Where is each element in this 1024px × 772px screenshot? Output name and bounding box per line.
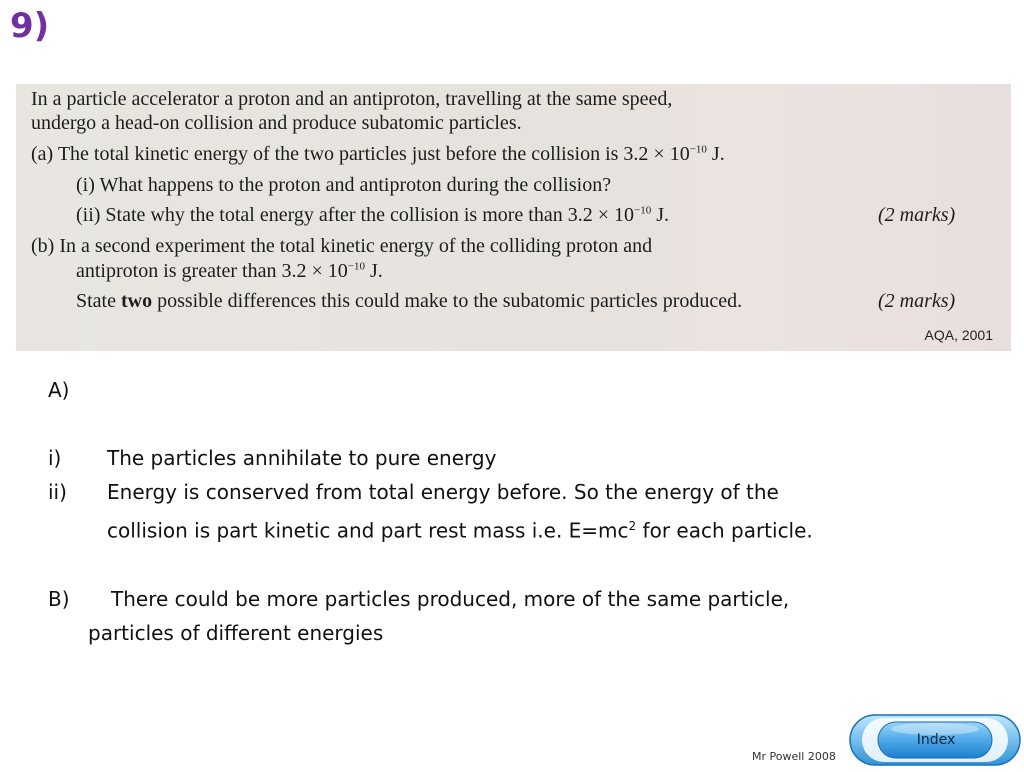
answer-text: There could be more particles produced, more of the same particle, (111, 586, 790, 611)
question-line-text: undergo a head-on collision and produce subatomic particles. (31, 112, 522, 134)
answer-i (48, 441, 948, 475)
answer-b-continued (48, 616, 948, 650)
question-line (76, 290, 742, 313)
answer-ii-continued (48, 509, 948, 548)
answer-ii (48, 475, 948, 509)
question-line-text: In a particle accelerator a proton and an antiproton, travelling at the same speed, (31, 88, 673, 110)
source-label: AQA, 2001 (924, 327, 993, 343)
question-line-text: J. (706, 143, 725, 165)
exponent: −10 (634, 204, 652, 217)
answer-number: i) (48, 446, 62, 470)
question-part-a (31, 143, 725, 166)
question-line-text: (a) The total kinetic energy of the two particles just before the collision is 3.2 × 10 (31, 143, 690, 165)
marks-label: (2 marks) (878, 290, 956, 312)
exponent: 2 (628, 519, 637, 533)
answer-text: The particles annihilate to pure energy (107, 446, 497, 470)
question-line (31, 112, 522, 135)
answer-label: B) (48, 586, 70, 611)
exponent: −10 (347, 260, 365, 273)
question-line-text: (ii) State why the total energy after the collision is more than 3.2 × 10 (76, 204, 634, 226)
question-line-text: (i) What happens to the proton and antiproton during the collision? (76, 174, 612, 196)
question-line-text: J. (365, 260, 383, 282)
author-credit: Mr Powell 2008 (752, 750, 836, 763)
question-line-text: (b) In a second experiment the total kinetic energy of the colliding proton and (31, 235, 653, 257)
question-line-text: antiproton is greater than 3.2 × 10 (76, 260, 348, 282)
slide-title: 9) (10, 6, 50, 46)
answer-number: ii) (48, 480, 67, 504)
question-line (31, 88, 672, 111)
answer-text: Energy is conserved from total energy before. So the energy of the (107, 480, 779, 504)
question-part-b (31, 235, 652, 258)
bleed-through-texture (731, 94, 991, 113)
spacer (48, 548, 948, 582)
index-button-label: Index (916, 732, 956, 748)
answer-a-heading (48, 373, 948, 407)
answers (48, 373, 948, 650)
question-part-a-i (76, 174, 611, 197)
answer-text: for each particle. (636, 518, 813, 543)
emphasis-text: two (121, 290, 153, 312)
spacer (48, 407, 948, 441)
question-line (76, 260, 383, 283)
answer-b (48, 582, 948, 616)
answer-label: A) (48, 378, 70, 402)
question-line-text: J. (651, 204, 670, 226)
answer-text: collision is part kinetic and part rest mass i.e. E=mc (107, 518, 629, 543)
question-part-a-ii (76, 204, 669, 227)
question-line-text: State (76, 290, 121, 312)
index-button[interactable] (848, 712, 1024, 768)
question-line-text: possible differences this could make to the subatomic particles produced. (152, 290, 743, 312)
question-image (16, 84, 1011, 351)
exponent: −10 (689, 143, 707, 156)
answer-text: particles of different energies (88, 620, 384, 645)
marks-label: (2 marks) (878, 204, 956, 226)
